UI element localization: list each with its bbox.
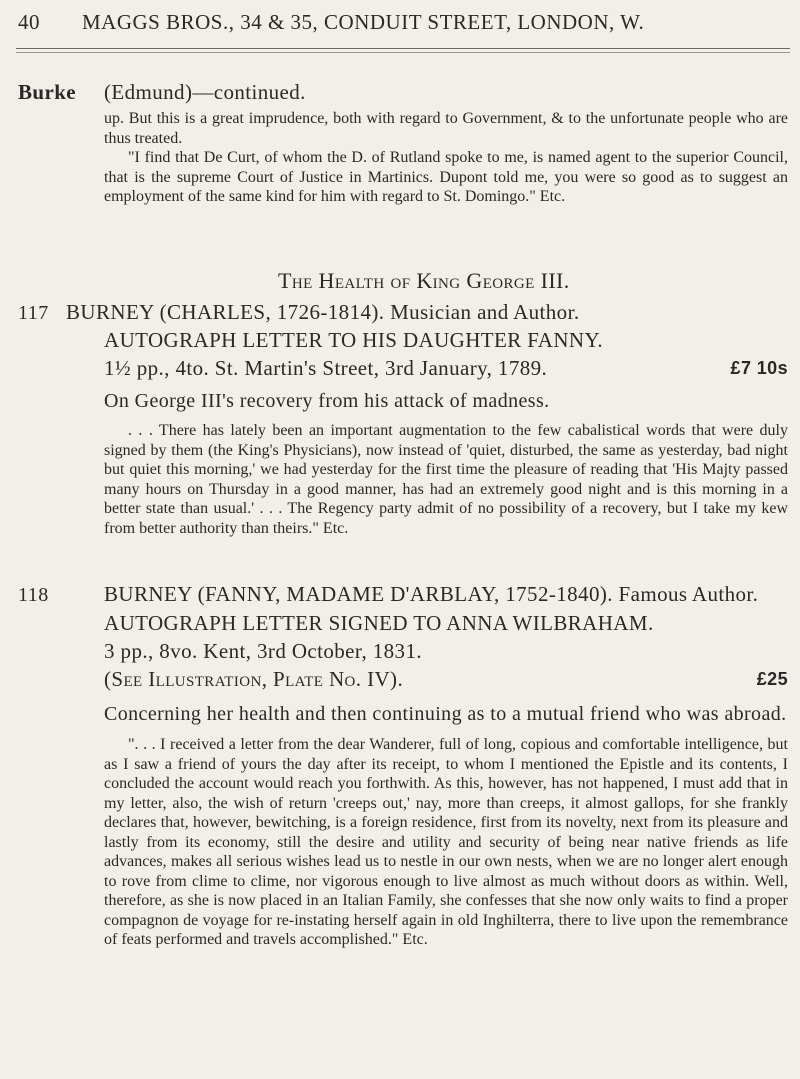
continued-heading (18, 80, 788, 105)
item-heading (18, 582, 788, 607)
item-heading-text: BURNEY (CHARLES, 1726-1814). Musician and Author. (66, 300, 580, 324)
item-title-line: AUTOGRAPH LETTER SIGNED TO ANNA WILBRAHAM. (104, 611, 654, 635)
item-number: 118 (18, 584, 49, 606)
item-plate: (See Illustration, Plate No. IV). (104, 667, 404, 691)
continued-label: (Edmund)—continued. (104, 80, 306, 104)
item-title-line: AUTOGRAPH LETTER TO HIS DAUGHTER FANNY. (104, 328, 604, 352)
catalogue-item-118 (18, 582, 788, 950)
header-rule (16, 48, 790, 53)
item-price: £7 10s (730, 358, 788, 378)
continued-name: Burke (18, 80, 77, 104)
item-quote: ". . . I received a letter from the dear Wanderer, full of long, copious and comfortable intelligence, but as I saw a friend of yours the day after its receipt, to whom I mentioned the Epistle and its contents, I concluded the account would reach you forthwith. As this, however, has not happened, I must add that in my letter, also, the wish of return 'creeps out,' nay, more than creeps, it almost gallops, for she frankly declares that, however, bewitching, is a foreign residence, first from its novelty, next from its pleasure and lastly from its economy, still the desire and utility and security of being near native friends as life advances, makes all serious wishes lead us to nestle in our own nests, when we are no longer alert enough to rove from clime to clime, nor vigorous enough to live almost as much without doors as within. Well, therefore, as she is now placed in an Italian Family, she confesses that she now only waits to find a proper compagnon de voyage for re-instating herself again in old Inghilterra, there to live upon the remembrance of feats performed and travels accomplished." Etc. (104, 736, 788, 948)
item-detail: 1½ pp., 4to. St. Martin's Street, 3rd January, 1789. (104, 356, 548, 380)
continued-entry (18, 80, 788, 207)
item-quote: . . . There has lately been an important augmentation to the few cabalistical words that were duly signed by them (the King's Physicians), now instead of 'quiet, disturbed, the same as yesterday, bad night but quiet this morning,' we had yesterday for the first time the pleasure of reading that 'His Majty passed many hours on Thursday in a good manner, has had an extremely good night and is this morning in a better state than usual.' . . . The Regency party admit of no possibility of a recovery, but I take my kew from better authority than theirs." Etc. (104, 422, 788, 537)
item-number: 117 (18, 302, 49, 324)
item-heading-text: BURNEY (FANNY, MADAME D'ARBLAY, 1752-1840). Famous Author. (104, 582, 759, 606)
item-heading (18, 300, 788, 325)
item-subject: On George III's recovery from his attack of madness. (104, 390, 550, 412)
item-detail: 3 pp., 8vo. Kent, 3rd October, 1831. (104, 639, 423, 663)
continued-quote: "I find that De Curt, of whom the D. of Rutland spoke to me, is named agent to the superior Council, that is the supreme Court of Justice in Martinics. Dupont told me, you were so good as to suggest an employment of the same kind for him with regard to St. Domingo." Etc. (104, 149, 788, 205)
section-heading: The Health of King George III. (278, 268, 570, 293)
item-price: £25 (756, 669, 788, 689)
item-plate-row (104, 667, 788, 693)
item-subject: Concerning her health and then continuing as to a mutual friend who was abroad. (104, 703, 787, 725)
page-number: 40 (18, 10, 40, 34)
continued-text: up. But this is a great imprudence, both with regard to Government, & to the unfortunate people who are thus treated. (104, 110, 788, 147)
item-detail-row (104, 356, 788, 382)
running-header (18, 10, 788, 35)
header-title: MAGGS BROS., 34 & 35, CONDUIT STREET, LONDON, W. (82, 10, 645, 34)
catalogue-item-117 (18, 300, 788, 538)
